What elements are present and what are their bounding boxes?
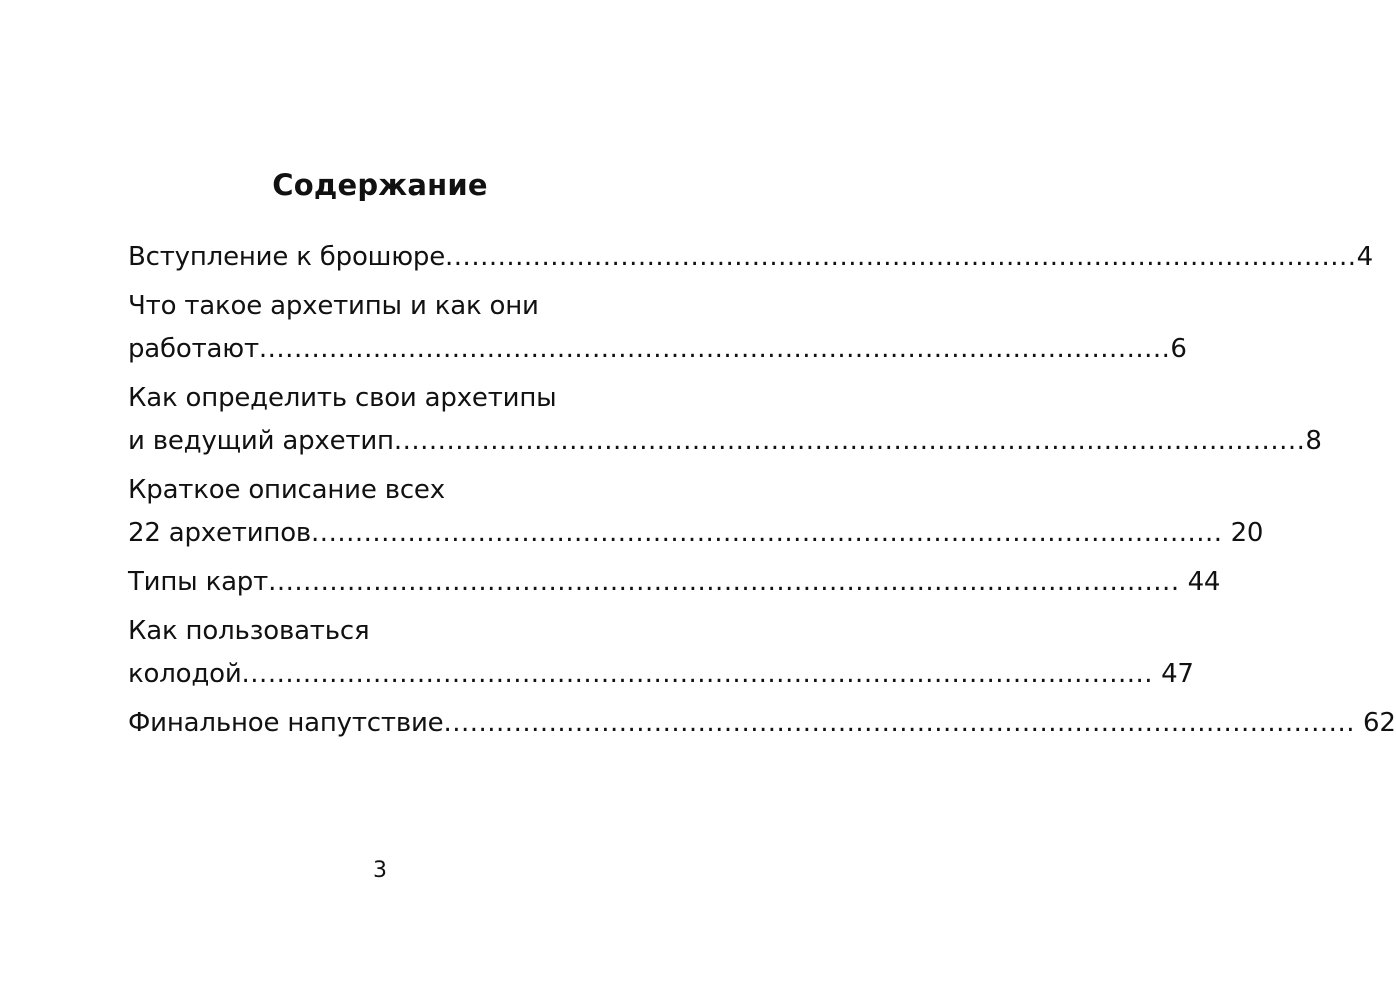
toc-entry-title-continued: 22 архетипов xyxy=(128,518,312,548)
dot-leader: ........................................................................................................ xyxy=(268,567,1180,597)
toc-entry xyxy=(128,285,1187,371)
dot-leader: ........................................................................................................ xyxy=(443,708,1355,738)
toc-entry-page: 44 xyxy=(1187,567,1221,597)
toc-entry-title: Что такое архетипы и как они xyxy=(128,291,539,321)
dot-leader: ........................................................................................................ xyxy=(258,334,1171,364)
toc-entry-title: Как определить свои архетипы xyxy=(128,383,557,413)
toc-entry-page: 62 xyxy=(1362,708,1396,738)
toc-entry-page: 20 xyxy=(1230,518,1264,548)
page-number: 3 xyxy=(373,858,387,883)
toc-entry-page: 47 xyxy=(1161,659,1194,689)
toc-entry xyxy=(128,610,1194,696)
dot-leader: ........................................................................................................ xyxy=(445,242,1357,272)
dot-leader: ........................................................................................................ xyxy=(311,518,1223,548)
toc-entry-title-continued: и ведущий архетип xyxy=(128,426,394,456)
toc-entry-title-continued: колодой xyxy=(128,659,242,689)
dot-leader: ........................................................................................................ xyxy=(241,659,1154,689)
toc-entry xyxy=(128,236,1373,279)
toc-entry-page: 8 xyxy=(1305,426,1322,456)
toc-entry-title-continued: работают xyxy=(128,334,259,364)
toc-entry-title: Краткое описание всех xyxy=(128,475,445,505)
toc-entry-page: 6 xyxy=(1170,334,1187,364)
toc-entry-title: Вступление к брошюре xyxy=(128,242,446,272)
toc-entry-title: Как пользоваться xyxy=(128,616,370,646)
toc-entry-title: Финальное напутствие xyxy=(128,708,444,738)
toc-entry-page: 4 xyxy=(1356,242,1373,272)
toc-entry xyxy=(128,469,1264,555)
toc-entry-title: Типы карт xyxy=(128,567,269,597)
toc-entry xyxy=(128,702,1396,745)
table-of-contents xyxy=(128,236,1396,751)
page-title: Содержание xyxy=(272,168,488,202)
toc-entry xyxy=(128,377,1322,463)
toc-entry xyxy=(128,561,1221,604)
dot-leader: ........................................................................................................ xyxy=(393,426,1306,456)
